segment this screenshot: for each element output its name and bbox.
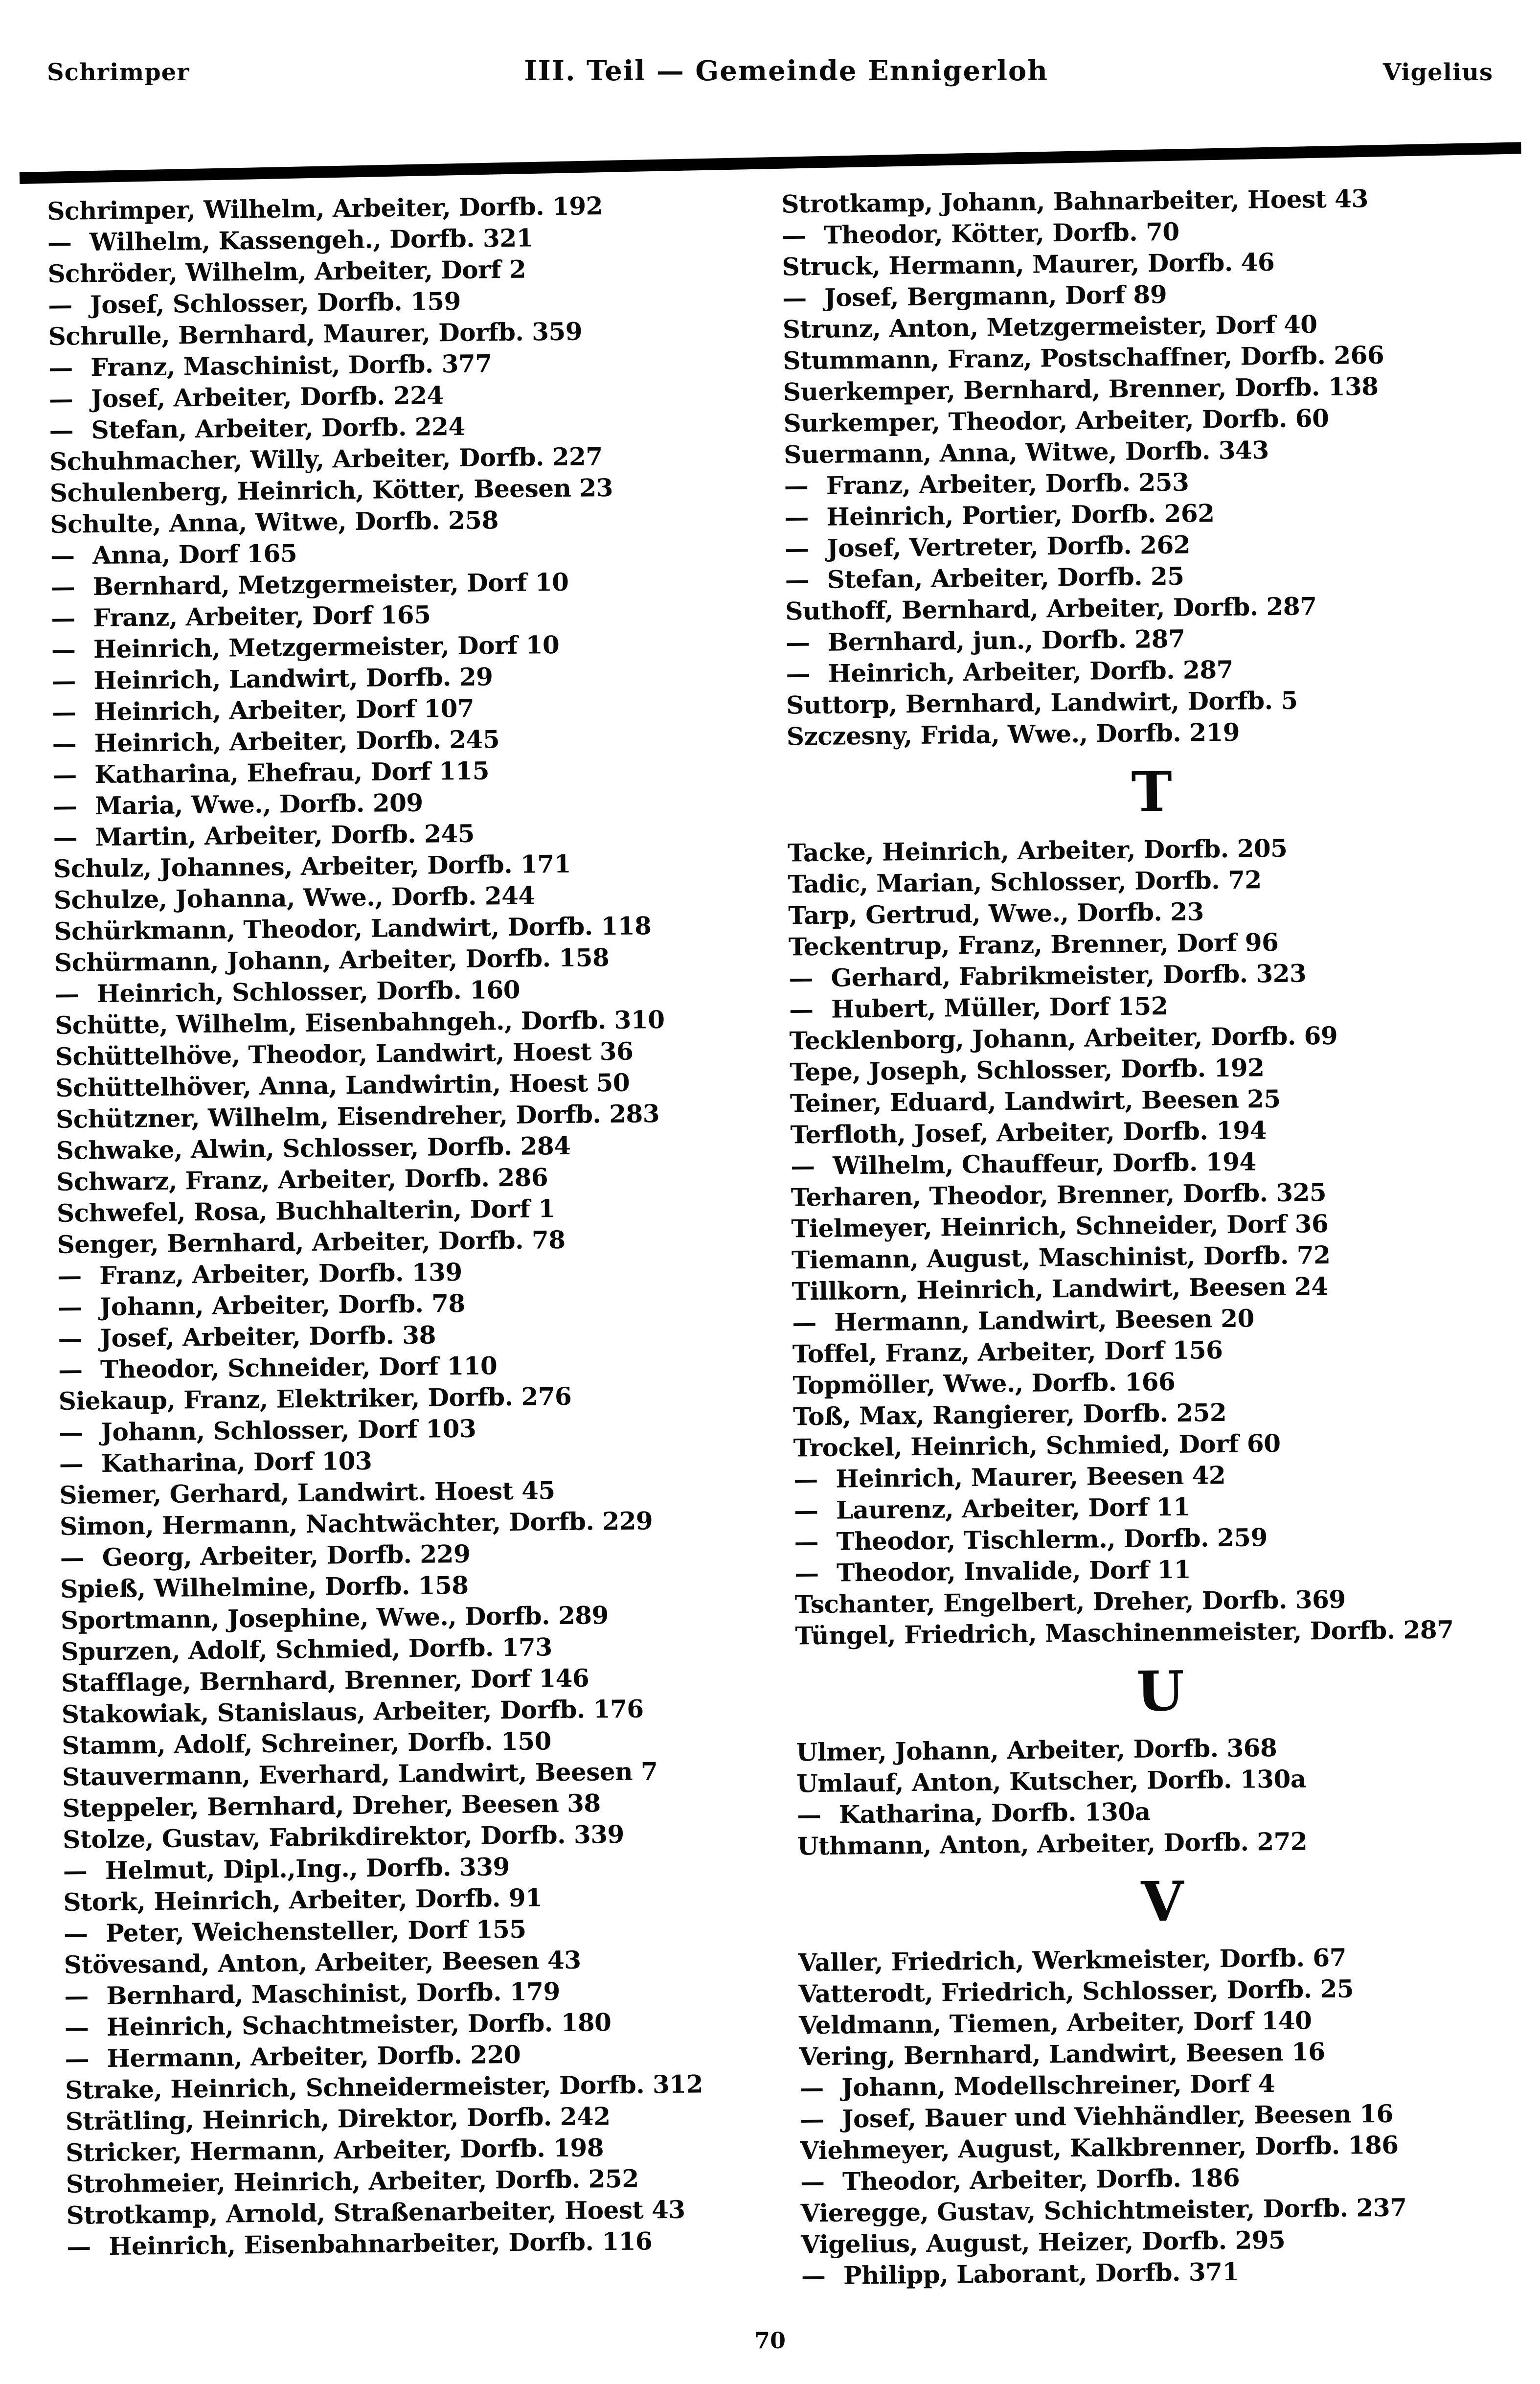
continuation-dash: — <box>51 697 76 727</box>
directory-entry: — Josef, Arbeiter, Dorfb. 38 <box>58 1316 783 1354</box>
directory-entry: — Heinrich, Portier, Dorfb. 262 <box>784 495 1514 533</box>
continuation-dash: — <box>800 2167 825 2197</box>
continuation-dash: — <box>51 603 76 633</box>
directory-entry: Tecklenborg, Johann, Arbeiter, Dorfb. 69 <box>789 1021 1338 1055</box>
directory-entry: — Theodor, Arbeiter, Dorfb. 186 <box>800 2159 1530 2198</box>
directory-entry: — Franz, Arbeiter, Dorfb. 139 <box>57 1254 782 1292</box>
directory-entry: Umlauf, Anton, Kutscher, Dorfb. 130a <box>796 1764 1306 1798</box>
directory-entry: — Josef, Bergmann, Dorf 89 <box>782 275 1512 314</box>
directory-entry: — Heinrich, Landwirt, Dorfb. 29 <box>51 659 776 697</box>
directory-entry: — Heinrich, Arbeiter, Dorf 107 <box>52 690 777 728</box>
directory-entry: — Josef, Arbeiter, Dorfb. 224 <box>49 377 774 415</box>
directory-entry: Valler, Friedrich, Werkmeister, Dorfb. 67 <box>798 1943 1347 1977</box>
directory-entry: — Theodor, Schneider, Dorf 110 <box>58 1348 783 1386</box>
directory-entry: Schulz, Johannes, Arbeiter, Dorfb. 171 <box>53 849 571 883</box>
directory-entry: Siekaup, Franz, Elektriker, Dorfb. 276 <box>58 1381 572 1416</box>
directory-entry: — Heinrich, Schlosser, Dorfb. 160 <box>54 972 779 1010</box>
directory-entry: Stork, Heinrich, Arbeiter, Dorfb. 91 <box>63 1883 543 1917</box>
directory-entry: — Katharina, Dorfb. 130a <box>797 1792 1526 1831</box>
continuation-dash: — <box>799 2104 824 2134</box>
continuation-dash: — <box>59 1449 84 1478</box>
directory-entry: Teiner, Eduard, Landwirt, Beesen 25 <box>790 1084 1281 1118</box>
section-letter: V <box>1141 1869 1184 1934</box>
directory-entry: — Heinrich, Arbeiter, Dorfb. 287 <box>786 651 1515 689</box>
directory-entry: — Franz, Arbeiter, Dorfb. 253 <box>784 463 1514 502</box>
directory-entry: Spurzen, Adolf, Schmied, Dorfb. 173 <box>61 1632 552 1666</box>
directory-entry: Tschanter, Engelbert, Dreher, Dorfb. 369 <box>794 1584 1346 1619</box>
directory-entry: Schuhmacher, Willy, Arbeiter, Dorfb. 227 <box>49 442 603 476</box>
directory-entry: — Hubert, Müller, Dorf 152 <box>789 987 1518 1025</box>
directory-columns <box>47 182 1531 2299</box>
continuation-dash: — <box>784 534 809 563</box>
directory-entry: — Theodor, Kötter, Dorfb. 70 <box>782 213 1511 251</box>
continuation-dash: — <box>58 1324 83 1353</box>
directory-entry: Tillkorn, Heinrich, Landwirt, Beesen 24 <box>792 1271 1328 1306</box>
directory-entry: Surkemper, Theodor, Arbeiter, Dorfb. 60 <box>783 403 1329 438</box>
directory-entry: Stauvermann, Everhard, Landwirt, Beesen 7 <box>62 1757 658 1791</box>
directory-entry: — Josef, Bauer und Viehhändler, Beesen 16 <box>800 2097 1529 2135</box>
continuation-dash: — <box>53 823 78 852</box>
directory-entry: Tadic, Marian, Schlosser, Dorfb. 72 <box>788 865 1262 899</box>
directory-entry: Teckentrup, Franz, Brenner, Dorf 96 <box>788 927 1279 962</box>
continuation-dash: — <box>793 1464 818 1494</box>
directory-entry: Strohmeier, Heinrich, Arbeiter, Dorfb. 252 <box>66 2164 639 2199</box>
directory-entry: Suermann, Anna, Witwe, Dorfb. 343 <box>783 436 1269 469</box>
directory-entry: Schröder, Wilhelm, Arbeiter, Dorf 2 <box>47 254 526 288</box>
directory-entry: Tacke, Heinrich, Arbeiter, Dorfb. 205 <box>787 833 1288 868</box>
continuation-dash: — <box>792 1308 817 1337</box>
continuation-dash: — <box>48 384 73 413</box>
directory-entry: — Peter, Weichensteller, Dorf 155 <box>64 1911 789 1949</box>
directory-entry: — Hermann, Landwirt, Beesen 20 <box>792 1300 1521 1338</box>
directory-entry: Sportmann, Josephine, Wwe., Dorfb. 289 <box>60 1601 609 1635</box>
directory-entry: Strätling, Heinrich, Direktor, Dorfb. 242 <box>65 2102 611 2136</box>
directory-entry: Suttorp, Bernhard, Landwirt, Dorfb. 5 <box>786 686 1298 720</box>
continuation-dash: — <box>785 565 810 595</box>
directory-entry: — Helmut, Dipl.,Ing., Dorfb. 339 <box>63 1849 788 1887</box>
continuation-dash: — <box>796 1800 821 1830</box>
directory-entry: Topmöller, Wwe., Dorfb. 166 <box>793 1367 1176 1400</box>
directory-entry: Uthmann, Anton, Arbeiter, Dorfb. 272 <box>797 1827 1308 1861</box>
directory-entry: Schürkmann, Theodor, Landwirt, Dorfb. 118 <box>54 911 652 946</box>
directory-entry: — Heinrich, Maurer, Beesen 42 <box>793 1457 1523 1495</box>
directory-entry: Trockel, Heinrich, Schmied, Dorf 60 <box>793 1428 1281 1463</box>
directory-entry: Suerkemper, Bernhard, Brenner, Dorfb. 138 <box>783 371 1379 407</box>
right-column <box>781 182 1531 2292</box>
directory-entry: Struck, Hermann, Maurer, Dorfb. 46 <box>782 247 1275 281</box>
continuation-dash: — <box>785 628 810 657</box>
directory-entry: — Johann, Arbeiter, Dorfb. 78 <box>58 1285 783 1323</box>
directory-entry: — Bernhard, jun., Dorfb. 287 <box>786 620 1515 658</box>
directory-entry: Schwake, Alwin, Schlosser, Dorfb. 284 <box>56 1131 571 1165</box>
directory-entry: — Katharina, Dorf 103 <box>59 1442 784 1480</box>
continuation-dash: — <box>57 1292 82 1322</box>
directory-entry: — Philipp, Laborant, Dorfb. 371 <box>801 2253 1531 2292</box>
directory-entry: — Johann, Schlosser, Dorf 103 <box>59 1410 784 1448</box>
directory-entry: Schüttelhöver, Anna, Landwirtin, Hoest 50 <box>55 1068 630 1102</box>
continuation-dash: — <box>65 2044 90 2073</box>
directory-entry: Vigelius, August, Heizer, Dorfb. 295 <box>801 2225 1286 2259</box>
directory-entry: Schrulle, Bernhard, Maurer, Dorfb. 359 <box>48 317 583 351</box>
continuation-dash: — <box>789 995 814 1024</box>
directory-entry: Strotkamp, Johann, Bahnarbeiter, Hoest 43 <box>781 184 1368 219</box>
continuation-dash: — <box>64 2013 89 2042</box>
directory-entry: Ulmer, Johann, Arbeiter, Dorfb. 368 <box>796 1733 1277 1767</box>
directory-entry: — Franz, Arbeiter, Dorf 165 <box>51 596 776 634</box>
continuation-dash: — <box>63 1856 88 1885</box>
directory-entry: Stamm, Adolf, Schreiner, Dorfb. 150 <box>62 1726 552 1760</box>
directory-entry: Schwefel, Rosa, Buchhalterin, Dorf 1 <box>56 1194 555 1228</box>
directory-entry: — Theodor, Invalide, Dorf 11 <box>794 1551 1524 1589</box>
directory-entry: — Anna, Dorf 165 <box>50 533 775 572</box>
continuation-dash: — <box>48 353 73 382</box>
page-title: III. Teil — Gemeinde Ennigerloh <box>524 55 1048 87</box>
directory-entry: — Stefan, Arbeiter, Dorfb. 25 <box>785 557 1514 596</box>
continuation-dash: — <box>789 963 814 993</box>
directory-entry: Terharen, Theodor, Brenner, Dorfb. 325 <box>791 1177 1327 1212</box>
directory-entry: — Hermann, Arbeiter, Dorfb. 220 <box>65 2037 790 2075</box>
directory-entry: Vering, Bernhard, Landwirt, Beesen 16 <box>799 2037 1325 2071</box>
directory-entry: Tepe, Joseph, Schlosser, Dorfb. 192 <box>790 1053 1265 1087</box>
directory-entry: — Maria, Wwe., Dorfb. 209 <box>53 784 778 822</box>
section-letter: U <box>1136 1659 1185 1724</box>
directory-entry: Schwarz, Franz, Arbeiter, Dorfb. 286 <box>56 1163 548 1196</box>
running-header <box>0 0 1540 87</box>
directory-entry: Schützner, Wilhelm, Eisendreher, Dorfb. 283 <box>55 1099 660 1134</box>
directory-entry: Schrimper, Wilhelm, Arbeiter, Dorfb. 192 <box>47 191 603 226</box>
directory-entry: Stövesand, Anton, Arbeiter, Beesen 43 <box>64 1945 581 1979</box>
continuation-dash: — <box>784 503 809 532</box>
page-number: 70 <box>754 2327 786 2354</box>
directory-entry: Suthoff, Bernhard, Arbeiter, Dorfb. 287 <box>785 592 1317 626</box>
continuation-dash: — <box>57 1261 82 1290</box>
section-letter: T <box>1131 759 1173 825</box>
directory-entry: — Bernhard, Metzgermeister, Dorf 10 <box>50 565 775 603</box>
directory-entry: Stafflage, Bernhard, Brenner, Dorf 146 <box>61 1663 589 1697</box>
directory-entry: Stummann, Franz, Postschaffner, Dorfb. 266 <box>783 340 1384 375</box>
continuation-dash: — <box>793 1495 818 1525</box>
directory-entry: Strotkamp, Arnold, Straßenarbeiter, Hoest 43 <box>66 2195 685 2230</box>
directory-entry: — Bernhard, Maschinist, Dorfb. 179 <box>64 1974 789 2012</box>
directory-entry: Strake, Heinrich, Schneidermeister, Dorfb. 312 <box>65 2069 703 2105</box>
directory-entry: Veldmann, Tiemen, Arbeiter, Dorf 140 <box>798 2006 1312 2040</box>
directory-entry: Spieß, Wilhelmine, Dorfb. 158 <box>60 1570 469 1604</box>
continuation-dash: — <box>786 659 811 688</box>
directory-entry: Schüttelhöve, Theodor, Landwirt, Hoest 36 <box>55 1036 634 1071</box>
continuation-dash: — <box>58 1418 84 1447</box>
continuation-dash: — <box>49 415 74 445</box>
running-head-right: Vigelius <box>1382 59 1493 86</box>
continuation-dash: — <box>50 572 75 601</box>
continuation-dash: — <box>784 471 809 501</box>
directory-entry: Simon, Hermann, Nachtwächter, Dorfb. 229 <box>59 1506 653 1541</box>
continuation-dash: — <box>782 283 807 313</box>
directory-entry: Schulte, Anna, Witwe, Dorfb. 258 <box>50 505 499 539</box>
directory-entry: — Josef, Vertreter, Dorfb. 262 <box>785 526 1514 564</box>
directory-entry: Vieregge, Gustav, Schichtmeister, Dorfb. 237 <box>800 2193 1407 2228</box>
directory-entry: Siemer, Gerhard, Landwirt. Hoest 45 <box>59 1476 555 1510</box>
continuation-dash: — <box>58 1355 83 1384</box>
directory-entry: — Theodor, Tischlerm., Dorfb. 259 <box>794 1519 1523 1558</box>
directory-entry: Stakowiak, Stanislaus, Arbeiter, Dorfb. 176 <box>61 1694 644 1729</box>
directory-entry: Strunz, Anton, Metzgermeister, Dorf 40 <box>782 310 1317 344</box>
continuation-dash: — <box>60 1543 85 1572</box>
directory-entry: — Katharina, Ehefrau, Dorf 115 <box>52 753 777 791</box>
continuation-dash: — <box>52 791 77 821</box>
continuation-dash: — <box>66 2232 91 2261</box>
continuation-dash: — <box>51 635 76 664</box>
continuation-dash: — <box>52 760 77 789</box>
continuation-dash: — <box>64 1981 89 2011</box>
continuation-dash: — <box>51 666 76 695</box>
directory-entry: — Heinrich, Arbeiter, Dorfb. 245 <box>52 721 777 759</box>
continuation-dash: — <box>799 2073 824 2103</box>
directory-entry: Senger, Bernhard, Arbeiter, Dorfb. 78 <box>57 1225 566 1259</box>
continuation-dash: — <box>47 290 72 320</box>
directory-entry: Tiemann, August, Maschinist, Dorfb. 72 <box>791 1240 1331 1275</box>
left-column <box>47 189 792 2299</box>
directory-entry: Szczesny, Frida, Wwe., Dorfb. 219 <box>786 717 1240 751</box>
directory-entry: — Gerhard, Fabrikmeister, Dorfb. 323 <box>789 956 1518 994</box>
directory-entry: Toffel, Franz, Arbeiter, Dorf 156 <box>792 1335 1223 1369</box>
directory-entry: Stricker, Hermann, Arbeiter, Dorfb. 198 <box>66 2133 604 2167</box>
directory-entry: Terfloth, Josef, Arbeiter, Dorfb. 194 <box>790 1116 1267 1149</box>
directory-entry: Schulze, Johanna, Wwe., Dorfb. 244 <box>53 881 535 915</box>
continuation-dash: — <box>794 1558 819 1588</box>
continuation-dash: — <box>47 228 72 257</box>
directory-entry: Tüngel, Friedrich, Maschinenmeister, Dorfb. 287 <box>795 1615 1454 1650</box>
continuation-dash: — <box>801 2261 826 2291</box>
directory-entry: Schulenberg, Heinrich, Kötter, Beesen 23 <box>49 473 613 507</box>
directory-entry: — Franz, Maschinist, Dorfb. 377 <box>48 345 773 384</box>
directory-entry: Toß, Max, Rangierer, Dorfb. 252 <box>793 1398 1227 1431</box>
directory-entry: — Stefan, Arbeiter, Dorfb. 224 <box>49 408 774 446</box>
directory-entry: Tielmeyer, Heinrich, Schneider, Dorf 36 <box>791 1209 1329 1243</box>
running-head-left: Schrimper <box>47 59 190 86</box>
directory-entry: — Wilhelm, Kassengeh., Dorfb. 321 <box>47 220 772 258</box>
directory-entry: — Johann, Modellschreiner, Dorf 4 <box>799 2065 1529 2104</box>
directory-entry: — Josef, Schlosser, Dorfb. 159 <box>48 283 773 321</box>
directory-entry: — Heinrich, Schachtmeister, Dorfb. 180 <box>65 2005 790 2043</box>
continuation-dash: — <box>54 979 79 1009</box>
continuation-dash: — <box>790 1151 815 1181</box>
directory-entry: — Martin, Arbeiter, Dorfb. 245 <box>53 815 778 853</box>
header-rule <box>20 142 1521 184</box>
directory-entry: — Georg, Arbeiter, Dorfb. 229 <box>60 1536 785 1574</box>
continuation-dash: — <box>50 541 75 570</box>
directory-entry: Viehmeyer, August, Kalkbrenner, Dorfb. 186 <box>800 2130 1399 2165</box>
directory-entry: Schütte, Wilhelm, Eisenbahngeh., Dorfb. 310 <box>54 1005 665 1040</box>
directory-entry: — Laurenz, Arbeiter, Dorf 11 <box>794 1488 1523 1526</box>
directory-entry: Steppeler, Bernhard, Dreher, Beesen 38 <box>62 1788 601 1823</box>
continuation-dash: — <box>63 1919 88 1948</box>
directory-entry: Schürmann, Johann, Arbeiter, Dorfb. 158 <box>54 943 610 977</box>
directory-entry: — Heinrich, Eisenbahnarbeiter, Dorfb. 116 <box>67 2224 792 2263</box>
directory-entry: — Heinrich, Metzgermeister, Dorf 10 <box>51 627 776 665</box>
continuation-dash: — <box>794 1527 819 1557</box>
directory-entry: Stolze, Gustav, Fabrikdirektor, Dorfb. 339 <box>62 1819 625 1854</box>
continuation-dash: — <box>52 729 77 758</box>
directory-entry: Vatterodt, Friedrich, Schlosser, Dorfb. 25 <box>798 1974 1354 2009</box>
continuation-dash: — <box>781 221 806 250</box>
directory-entry: Tarp, Gertrud, Wwe., Dorfb. 23 <box>788 897 1204 930</box>
directory-entry: — Wilhelm, Chauffeur, Dorfb. 194 <box>791 1144 1520 1182</box>
